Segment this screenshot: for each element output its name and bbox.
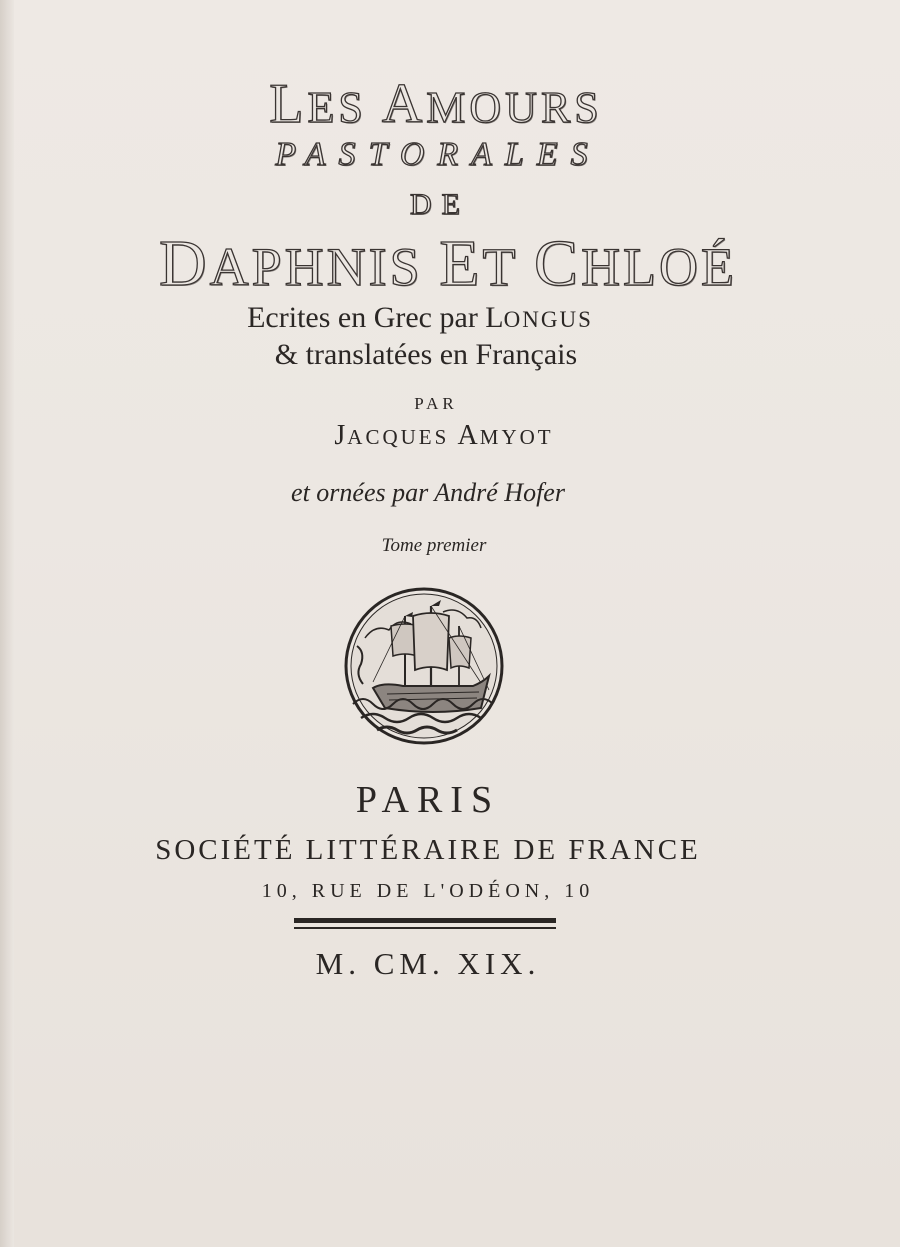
translator-name (0, 420, 894, 452)
subtitle-ecrites (0, 301, 870, 335)
double-rule-thick (294, 918, 556, 923)
title-line-de: DE (410, 188, 470, 221)
title-initial: A (381, 73, 427, 135)
title-text: MOURS (426, 83, 603, 132)
title-initial: L (269, 73, 308, 135)
name-smallcaps: ACQUES (347, 425, 458, 449)
publisher-address: 10, RUE DE L'ODÉON, 10 (261, 880, 595, 902)
title-initial: E (439, 227, 483, 300)
title-text: T (482, 237, 535, 297)
title-initial: C (534, 227, 582, 300)
title-text: HLOÉ (581, 237, 738, 297)
title-initial: D (158, 227, 210, 300)
double-rule-thin (294, 927, 556, 929)
city: PARIS (355, 779, 501, 821)
volume-label: Tome premier (381, 535, 487, 556)
par-label: PAR (414, 394, 458, 413)
title-line-pastorales: PASTORALES (275, 136, 601, 173)
title-line-daphnis-et-chloe (0, 226, 898, 302)
title-text: APHNIS (209, 237, 440, 297)
publication-year: M. CM. XIX. (315, 946, 541, 981)
name-initial: A (457, 420, 480, 451)
title-text: ES (307, 83, 382, 132)
publisher: SOCIÉTÉ LITTÉRAIRE DE FRANCE (155, 834, 701, 866)
subtitle-text: Ecrites en Grec par L (247, 301, 504, 334)
author-smallcaps: ONGUS (503, 307, 593, 332)
illustrator-line: et ornées par André Hofer (291, 478, 565, 507)
subtitle-translatees: & translatées en Français (274, 338, 578, 371)
ship-emblem-icon (343, 586, 505, 746)
name-initial: J (334, 420, 348, 451)
name-smallcaps: MYOT (479, 425, 554, 449)
title-line-les-amours (0, 72, 886, 136)
